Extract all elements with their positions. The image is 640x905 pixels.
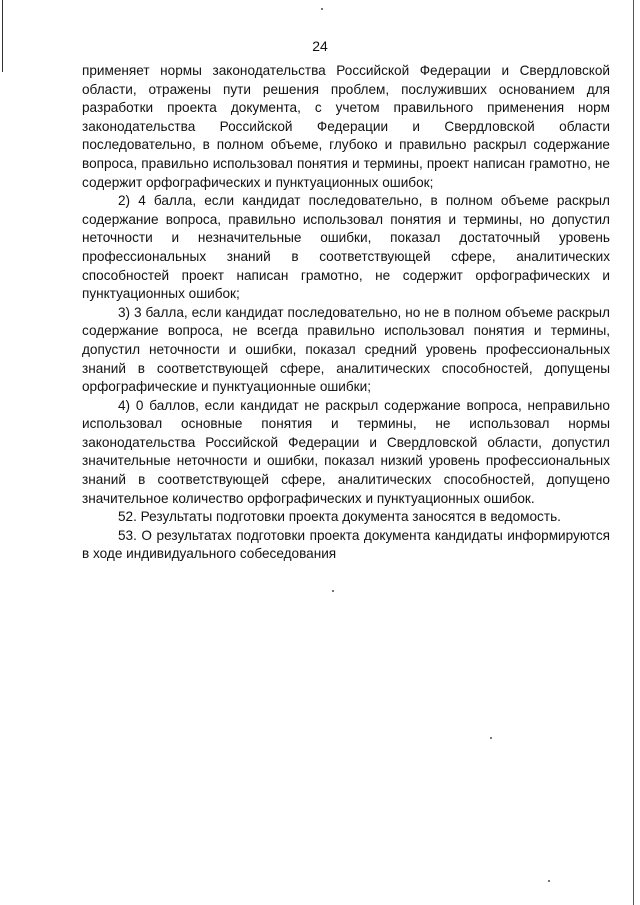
paragraph-continuation: применяет нормы законодательства Российской Федерации и Свердловской области, отражены пути решения проблем, послуживших основанием для разработки проекта документа, с учетом правильного применения норм законодательства Российской Федерации и Свердловской области последовательно, в полном объеме, глубоко и правильно раскрыл содержание вопроса, правильно использовал понятия и термины, проект написан грамотно, не содержит орфографических и пунктуационных ошибок; bbox=[82, 63, 610, 190]
scan-speck bbox=[321, 8, 323, 10]
paragraph-score-0: 4) 0 баллов, если кандидат не раскрыл содержание вопроса, неправильно использовал основные понятия и термины, не использовал нормы законодательства Российской Федерации и Свердловской области, допустил значительные неточности и ошибки, показал низкий уровень профессиональных знаний в соответствующей сфере, аналитических способностей, допущено значительное количество орфографических и пунктуационных ошибок. bbox=[82, 397, 610, 506]
scan-margin-line bbox=[2, 0, 3, 72]
scan-edge-line bbox=[633, 0, 634, 905]
document-body bbox=[82, 62, 610, 564]
paragraph-score-3: 3) 3 балла, если кандидат последовательно, но не в полном объеме раскрыл содержание вопроса, не всегда правильно использовал понятия и термины, допустил неточности и ошибки, показал средний уровень профессиональных знаний в соответствующей сфере, аналитических способностей, допущены орфографические и пунктуационные ошибки; bbox=[82, 304, 610, 395]
page-number: 24 bbox=[312, 38, 328, 54]
paragraph-item-52: 52. Результаты подготовки проекта документа заносятся в ведомость. bbox=[118, 509, 561, 525]
paragraph-item-53: 53. О результатах подготовки проекта документа кандидаты информируются в ходе индивидуального собеседования bbox=[82, 527, 610, 562]
scan-speck bbox=[490, 737, 492, 739]
scan-speck bbox=[332, 590, 334, 592]
scan-speck bbox=[548, 880, 550, 882]
paragraph-score-4: 2) 4 балла, если кандидат последовательно, в полном объеме раскрыл содержание вопроса, правильно использовал понятия и термины, но допустил неточности и незначительные ошибки, показал достаточный уровень профессиональных знаний в соответствующей сфере, аналитических способностей проект написан грамотно, не содержит орфографических и пунктуационных ошибок; bbox=[82, 193, 610, 302]
